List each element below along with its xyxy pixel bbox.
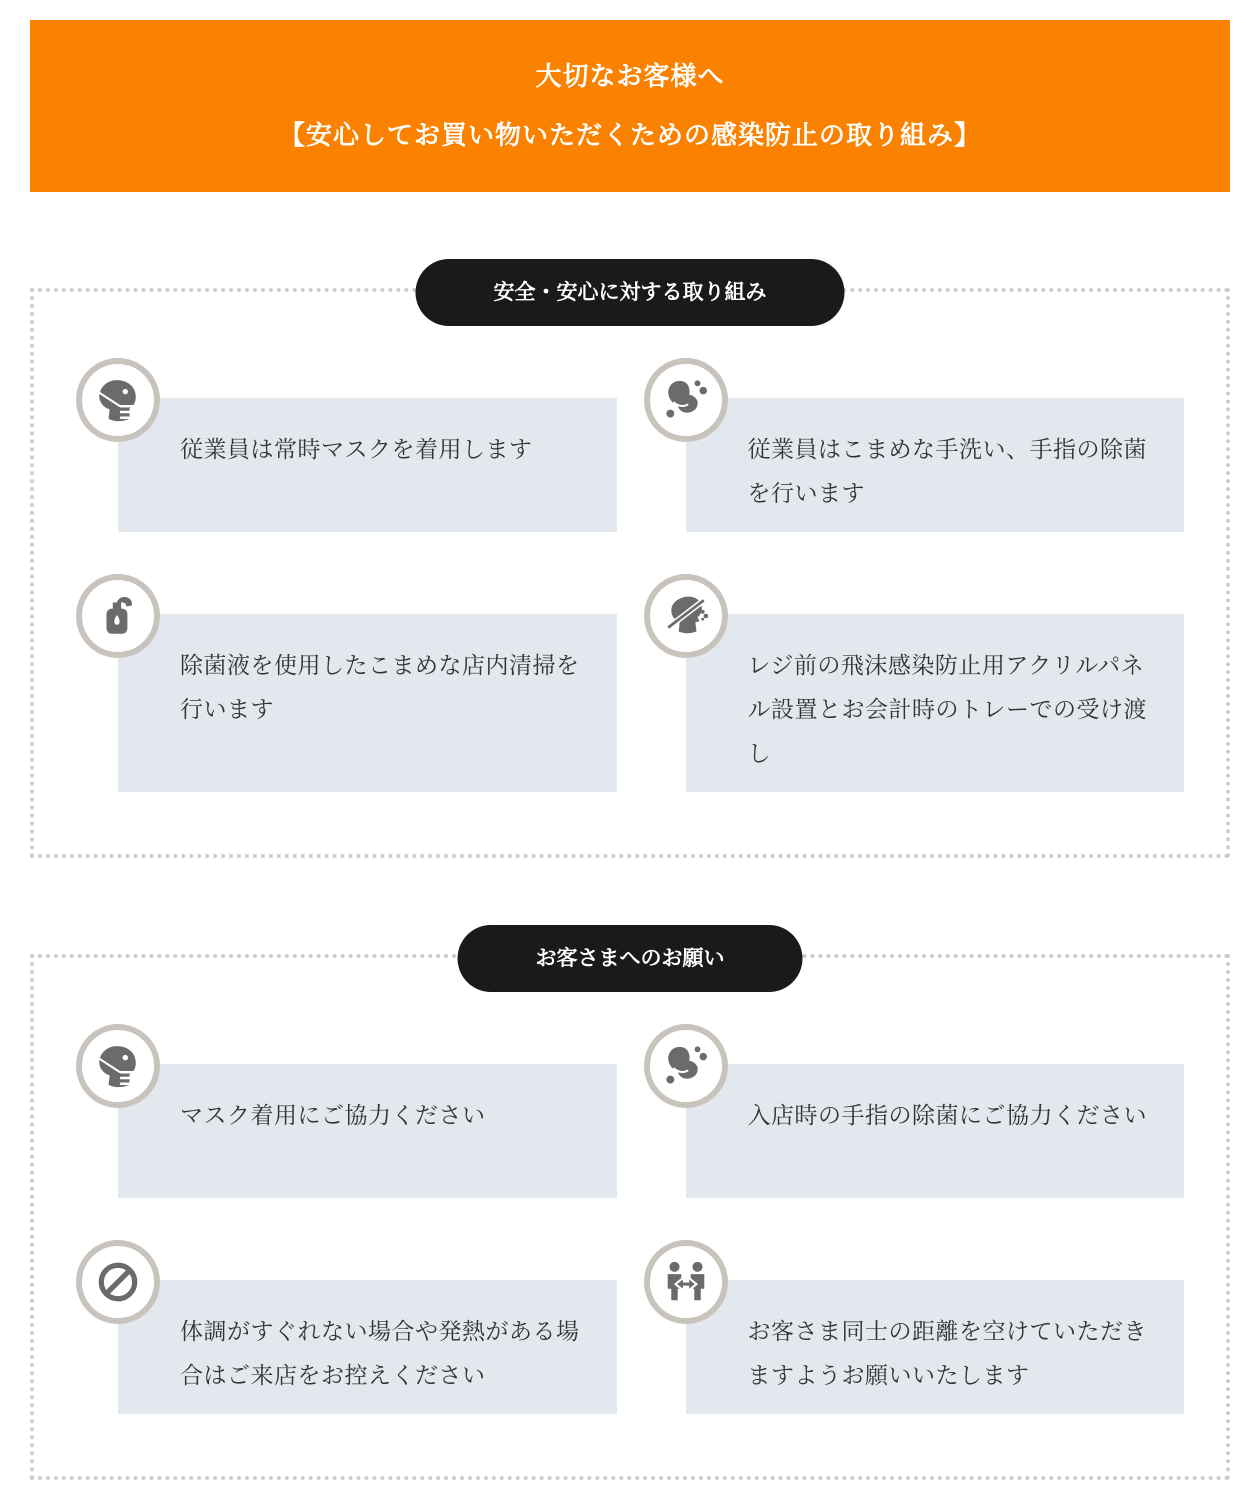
hand-wash-icon xyxy=(644,1024,728,1108)
item-text: レジ前の飛沫感染防止用アクリルパネル設置とお会計時のトレーでの受け渡し xyxy=(747,653,1147,767)
header-banner xyxy=(30,20,1230,192)
item-grid xyxy=(76,358,1184,792)
item-text: 入店時の手指の除菌にご協力ください xyxy=(747,1103,1147,1129)
item-box xyxy=(686,1064,1185,1198)
hand-wash-icon xyxy=(644,358,728,442)
mask-face-icon xyxy=(76,1024,160,1108)
item-box xyxy=(686,1280,1185,1414)
item-box xyxy=(686,614,1185,792)
item-box xyxy=(118,398,617,532)
section-title-pill xyxy=(458,925,803,992)
list-item xyxy=(76,1240,617,1414)
item-box xyxy=(118,1064,617,1198)
list-item xyxy=(644,1024,1185,1198)
list-item xyxy=(644,574,1185,792)
section-title: お客さまへのお願い xyxy=(535,946,725,970)
droplet-block-icon xyxy=(644,574,728,658)
section-safety-measures xyxy=(30,280,1230,858)
item-text: 従業員はこまめな手洗い、手指の除菌を行います xyxy=(747,437,1147,507)
list-item xyxy=(76,574,617,792)
list-item xyxy=(76,358,617,532)
social-distance-icon xyxy=(644,1240,728,1324)
sanitizer-bottle-icon xyxy=(76,574,160,658)
page-subtitle: 【安心してお買い物いただくための感染防止の取り組み】 xyxy=(278,121,981,151)
page-title: 大切なお客様へ xyxy=(535,62,725,92)
no-entry-icon xyxy=(76,1240,160,1324)
item-text: 従業員は常時マスクを着用します xyxy=(180,437,533,463)
item-box xyxy=(118,614,617,792)
section-title: 安全・安心に対する取り組み xyxy=(493,280,767,304)
item-text: 除菌液を使用したこまめな店内清掃を行います xyxy=(180,653,580,723)
item-box xyxy=(118,1280,617,1414)
item-grid xyxy=(76,1024,1184,1414)
section-customer-requests xyxy=(30,946,1230,1480)
mask-face-icon xyxy=(76,358,160,442)
item-box xyxy=(686,398,1185,532)
item-text: お客さま同士の距離を空けていただきますようお願いいたします xyxy=(747,1319,1147,1389)
item-text: 体調がすぐれない場合や発熱がある場合はご来店をお控えください xyxy=(180,1319,580,1389)
item-text: マスク着用にご協力ください xyxy=(180,1103,486,1129)
list-item xyxy=(644,1240,1185,1414)
section-title-pill xyxy=(416,259,845,326)
list-item xyxy=(644,358,1185,532)
list-item xyxy=(76,1024,617,1198)
